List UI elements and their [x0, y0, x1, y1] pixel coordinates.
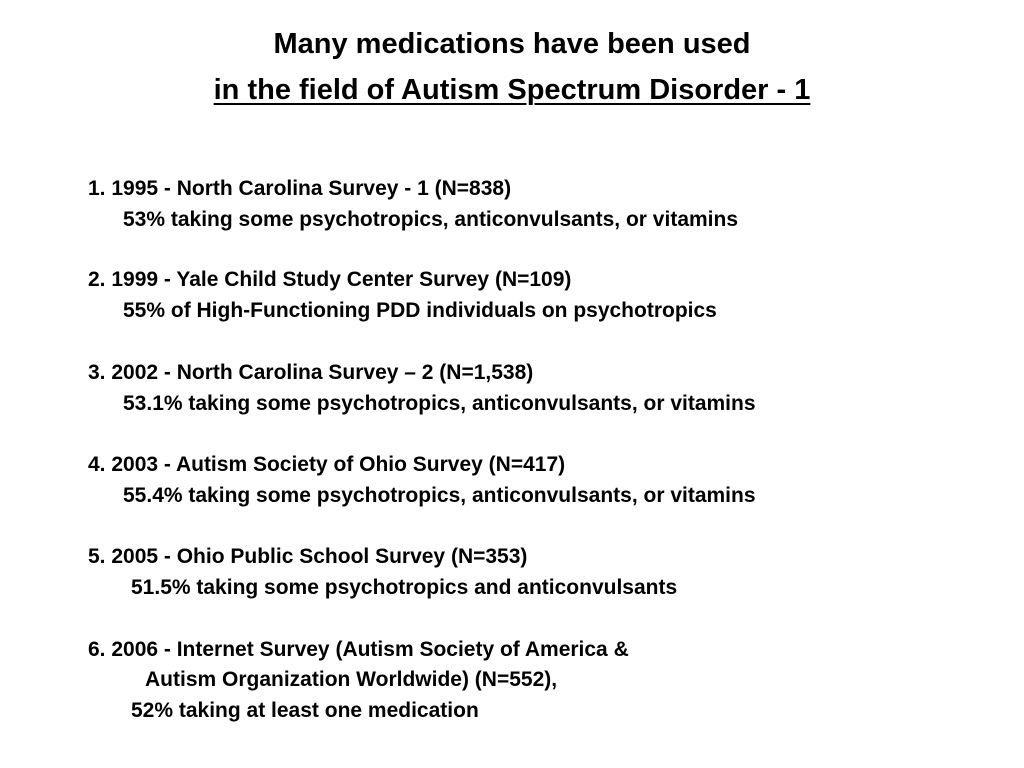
slide-title-line-1: Many medications have been used — [273, 28, 751, 60]
survey-3-detail: 53.1% taking some psychotropics, anticonvulsants, or vitamins — [123, 392, 756, 415]
slide-title-line-2: in the field of Autism Spectrum Disorder - 1 — [213, 74, 811, 106]
survey-5-detail: 51.5% taking some psychotropics and anticonvulsants — [131, 576, 678, 599]
survey-3-heading: 3. 2002 - North Carolina Survey – 2 (N=1,538) — [88, 361, 534, 384]
survey-1-heading: 1. 1995 - North Carolina Survey - 1 (N=838) — [88, 177, 512, 200]
survey-1-detail: 53% taking some psychotropics, anticonvulsants, or vitamins — [123, 208, 739, 231]
survey-4-heading: 4. 2003 - Autism Society of Ohio Survey (N=417) — [88, 453, 566, 476]
survey-6-heading: 6. 2006 - Internet Survey (Autism Society of America & — [88, 638, 629, 661]
survey-4-detail: 55.4% taking some psychotropics, anticonvulsants, or vitamins — [123, 484, 756, 507]
survey-6-detail: 52% taking at least one medication — [131, 699, 479, 722]
survey-5-heading: 5. 2005 - Ohio Public School Survey (N=353) — [88, 545, 528, 568]
survey-2-detail: 55% of High-Functioning PDD individuals on psychotropics — [123, 299, 717, 322]
survey-6-continuation: Autism Organization Worldwide) (N=552), — [145, 668, 558, 691]
survey-2-heading: 2. 1999 - Yale Child Study Center Survey (N=109) — [88, 268, 572, 291]
